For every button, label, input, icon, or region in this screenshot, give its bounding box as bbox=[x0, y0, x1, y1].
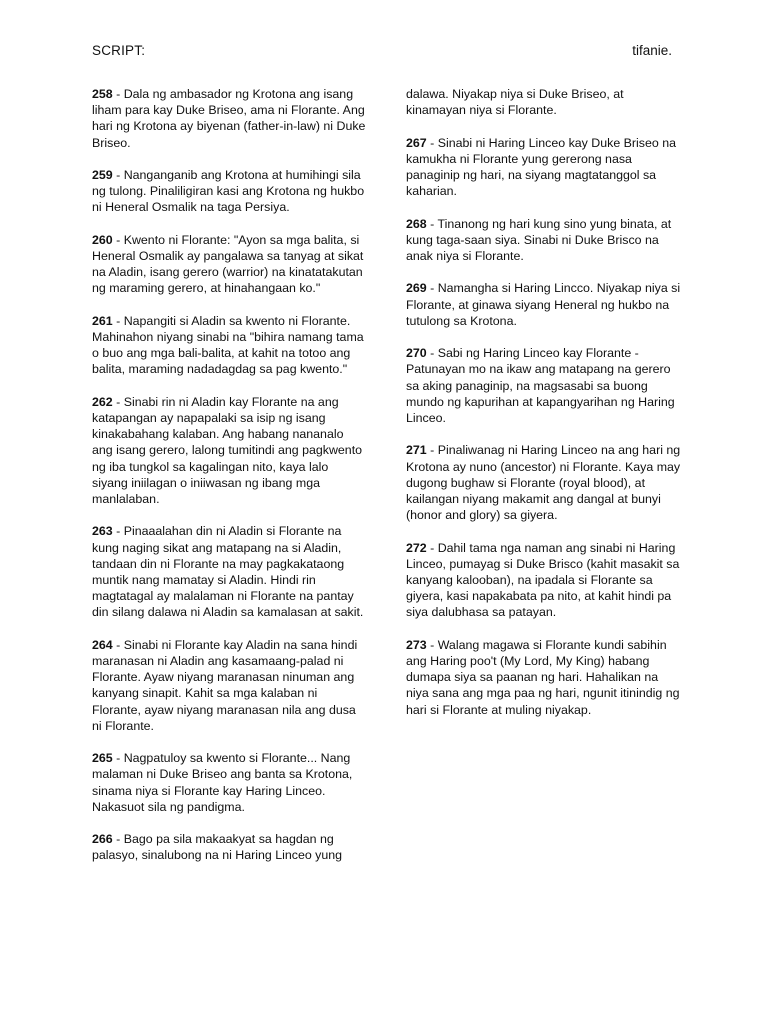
entry-text: - Sinabi ni Florante kay Aladin na sana hindi maranasan ni Aladin ang kasamaang-palad ni Florante. Ayaw niyang maranasan ninuman ang kanyang sinapit. Kahit sa mga kalaban ni Florante, ayaw niyang maranasan nila ang dusa ni Florante. bbox=[92, 637, 358, 733]
entry-text: - Namangha si Haring Lincco. Niyakap niya si Florante, at ginawa siyang Heneral ng hukbo na tutulong sa Krotona. bbox=[406, 281, 681, 328]
entry-266-continued bbox=[406, 86, 681, 118]
entry-258 bbox=[92, 86, 367, 151]
entry-number: 260 bbox=[92, 232, 113, 247]
entry-text: - Kwento ni Florante: "Ayon sa mga balita, si Heneral Osmalik ay pangalawa sa tanyag at sikat na Aladin, isang gerero (warrior) na kinatatakutan ng maraming gerero, at hinahangaan ko." bbox=[92, 232, 364, 296]
entry-text: dalawa. Niyakap niya si Duke Briseo, at kinamayan niya si Florante. bbox=[406, 87, 624, 118]
entry-264 bbox=[92, 637, 367, 734]
entry-number: 272 bbox=[406, 540, 427, 555]
entry-number: 268 bbox=[406, 216, 427, 231]
entry-text: - Sinabi ni Haring Linceo kay Duke Briseo na kamukha ni Florante yung gererong nasa panaginip ng hari, na siyang magtatanggol sa kaharian. bbox=[406, 135, 677, 199]
right-column bbox=[406, 86, 681, 734]
entry-text: - Nagpatuloy sa kwento si Florante... Nang malaman ni Duke Briseo ang banta sa Krotona, sinama niya si Florante kay Haring Linceo. Nakasuot sila ng pandigma. bbox=[92, 751, 353, 814]
entry-273 bbox=[406, 637, 681, 718]
entry-text: - Pinaaalahan din ni Aladin si Florante na kung naging sikat ang matapang na si Aladin, tandaan din ni Florante na may pagkakataong muntik nang mamatay si Aladin. Hindi rin magtatagal ay malalaman ni Florante na pantay din silang dalawa ni Aladin sa kamalasan at sakit. bbox=[92, 524, 364, 620]
entry-number: 261 bbox=[92, 313, 113, 328]
entry-text: - Bago pa sila makaakyat sa hagdan ng palasyo, sinalubong na ni Haring Linceo yung bbox=[92, 832, 343, 863]
entry-number: 266 bbox=[92, 832, 113, 847]
header-author: tifanie. bbox=[632, 43, 672, 58]
entry-263 bbox=[92, 523, 367, 620]
entry-number: 262 bbox=[92, 394, 113, 409]
entry-text: - Nanganganib ang Krotona at humihingi sila ng tulong. Pinaliligiran kasi ang Krotona ng hukbo ni Heneral Osmalik na taga Persiya. bbox=[92, 168, 365, 215]
entry-260 bbox=[92, 232, 367, 297]
entry-262 bbox=[92, 394, 367, 507]
entry-number: 263 bbox=[92, 524, 113, 539]
entry-text: - Dahil tama nga naman ang sinabi ni Haring Linceo, pumayag si Duke Brisco (kahit masakit sa kanyang kalooban), na ipadala si Florante sa giyera, kasi napakabata pa nito, at kahit hindi pa siya dalubhasa sa patayan. bbox=[406, 540, 680, 620]
entry-269 bbox=[406, 280, 681, 329]
entry-number: 269 bbox=[406, 281, 427, 296]
entry-text: - Pinaliwanag ni Haring Linceo na ang hari ng Krotona ay nuno (ancestor) ni Florante. Kaya may dugong bughaw si Florante (royal blood), at kailangan niyang makamit ang dangal at bunyi (honor and glory) sa giyera. bbox=[406, 443, 681, 523]
entry-272 bbox=[406, 540, 681, 621]
entry-text: - Walang magawa si Florante kundi sabihin ang Haring poo't (My Lord, My King) habang dumapa siya sa paanan ng hari. Hahalikan na niya sana ang mga paa ng hari, ngunit itinindig ng hari si Florante at muling niyakap. bbox=[406, 637, 680, 717]
entry-267 bbox=[406, 135, 681, 200]
entry-270 bbox=[406, 345, 681, 426]
header-script-label: SCRIPT: bbox=[92, 43, 146, 58]
entry-text: - Sabi ng Haring Linceo kay Florante - Patunayan mo na ikaw ang matapang na gerero sa aking panaginip, na magsasabi sa buong mundo ng kapurihan at kapangyarihan ng Haring Linceo. bbox=[406, 346, 675, 425]
entry-text: - Dala ng ambasador ng Krotona ang isang liham para kay Duke Briseo, ama ni Florante. Ang hari ng Krotona ay biyenan (father-in-law) ni Duke Briseo. bbox=[92, 87, 366, 150]
entry-number: 264 bbox=[92, 637, 113, 652]
entry-number: 258 bbox=[92, 87, 113, 101]
entry-text: - Napangiti si Aladin sa kwento ni Florante. Mahinahon niyang sinabi na "bihira namang tama o buo ang mga bali-balita, at kahit na totoo ang balita, maraming nadadagdag sa pag kwento." bbox=[92, 313, 364, 377]
left-column bbox=[92, 86, 367, 880]
entry-number: 270 bbox=[406, 346, 427, 361]
entry-number: 267 bbox=[406, 135, 427, 150]
entry-number: 271 bbox=[406, 443, 427, 458]
entry-text: - Sinabi rin ni Aladin kay Florante na ang katapangan ay napapalaki sa isip ng isang kinakabahang kalaban. Ang habang nananalo ang isang gerero, lalong tumitindi ang pagkwento ng iba tungkol sa kagalingan nito, kaya lalo siyang iniilagan o iniiwasan ng ibang mga manlalaban. bbox=[92, 394, 363, 507]
entry-259 bbox=[92, 167, 367, 216]
entry-268 bbox=[406, 216, 681, 265]
entry-number: 265 bbox=[92, 751, 113, 766]
entry-266 bbox=[92, 831, 367, 863]
entry-271 bbox=[406, 442, 681, 523]
entry-number: 259 bbox=[92, 168, 113, 182]
entry-261 bbox=[92, 313, 367, 378]
entry-number: 273 bbox=[406, 637, 427, 652]
entry-text: - Tinanong ng hari kung sino yung binata, at kung taga-saan siya. Sinabi ni Duke Brisco na anak niya si Florante. bbox=[406, 216, 672, 263]
entry-265 bbox=[92, 750, 367, 815]
